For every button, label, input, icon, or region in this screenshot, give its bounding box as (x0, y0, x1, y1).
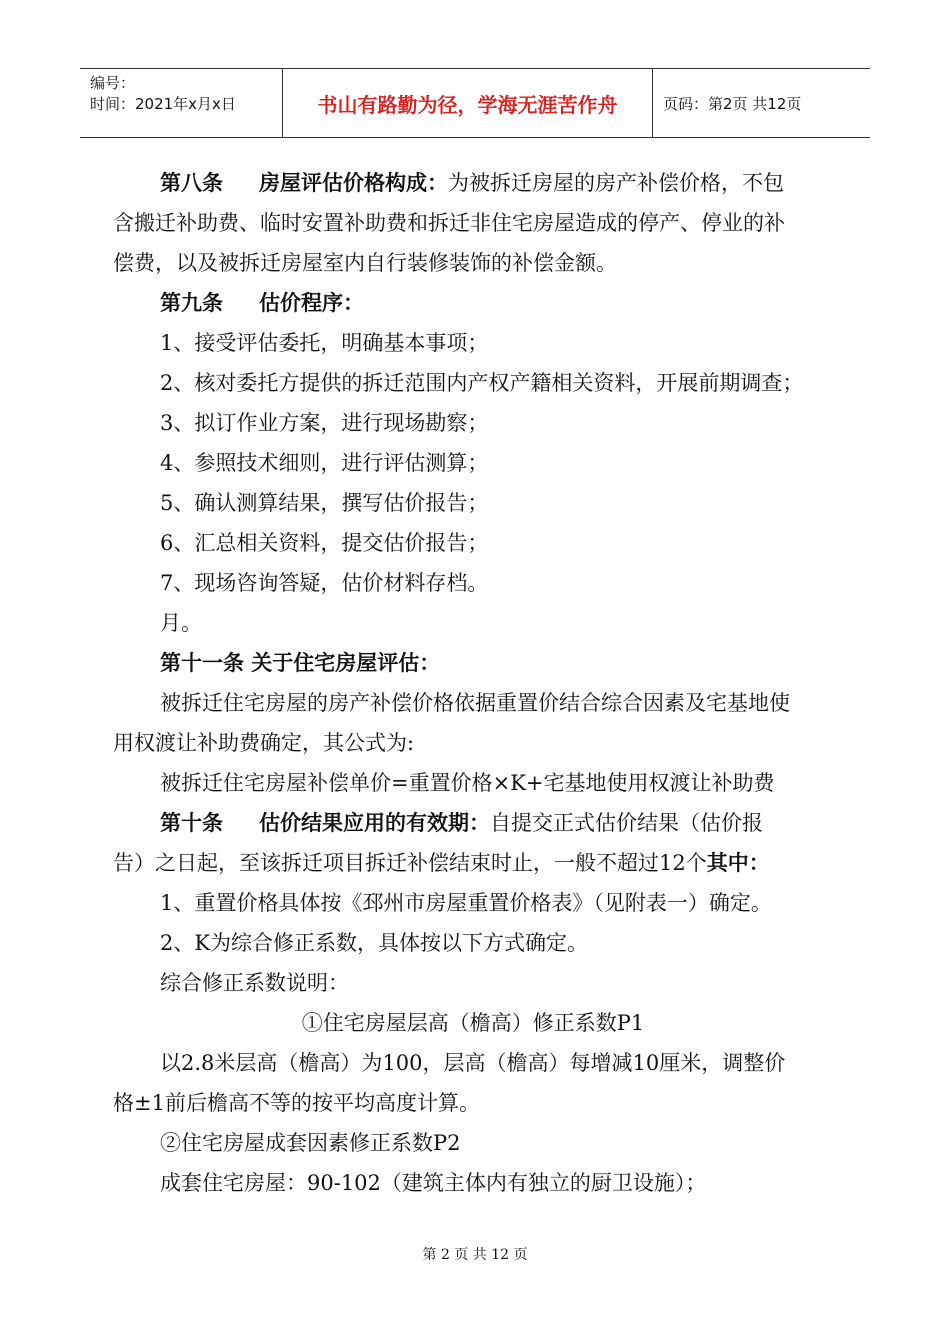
step-item: 6、汇总相关资料，提交估价报告； (160, 531, 489, 555)
step-item: 4、参照技术细则，进行评估测算； (160, 451, 489, 475)
article10-text2a: 告）之日起，至该拆迁项目拆迁补偿结束时止，一般不超过12个 (113, 851, 707, 875)
article11-formula: 被拆迁住宅房屋补偿单价=重置价格×K+宅基地使用权渡让补助费 (160, 771, 775, 795)
step-item: 1、接受评估委托，明确基本事项； (160, 331, 489, 355)
step-item: 2、核对委托方提供的拆迁范围内产权产籍相关资料，开展前期调查； (160, 371, 804, 395)
article10-line2 (113, 843, 833, 883)
article10-text1: 自提交正式估价结果（估价报 (490, 811, 763, 835)
article8-line2: 含搬迁补助费、临时安置补助费和拆迁非住宅房屋造成的停产、停业的补 (113, 211, 785, 235)
article8-line1 (113, 163, 833, 203)
p1-text2: 格±1前后檐高不等的按平均高度计算。 (113, 1091, 480, 1115)
step-item: 7、现场咨询答疑，估价材料存档。 (160, 571, 489, 595)
document-body (113, 163, 833, 1203)
p2-title: ②住宅房屋成套因素修正系数P2 (160, 1131, 461, 1155)
number-label: 编号： (90, 74, 136, 92)
article10-heading: 估价结果应用的有效期： (259, 811, 490, 835)
step-item: 3、拟订作业方案，进行现场勘察； (160, 411, 489, 435)
page-footer: 第 2 页 共 12 页 (422, 1247, 528, 1263)
article11-heading: 第十一条 关于住宅房屋评估： (160, 651, 441, 675)
item2: 2、K为综合修正系数，具体按以下方式确定。 (160, 931, 589, 955)
header-meta (80, 69, 283, 137)
article9-title: 第九条 (160, 291, 223, 315)
item1: 1、重置价格具体按《邳州市房屋重置价格表》（见附表一）确定。 (160, 891, 772, 915)
article11-text1: 被拆迁住宅房屋的房产补偿价格依据重置价结合综合因素及宅基地使 (160, 691, 790, 715)
article10-title: 第十条 (160, 811, 223, 835)
article8-heading: 房屋评估价格构成： (259, 171, 448, 195)
page-header (80, 68, 870, 138)
article11-text2: 用权渡让补助费确定，其公式为: (113, 731, 415, 755)
article10-text2b: 其中： (706, 851, 770, 875)
article9-trailing: 月。 (160, 611, 202, 635)
header-motto: 书山有路勤为径，学海无涯苦作舟 (283, 69, 653, 137)
article8-title: 第八条 (160, 171, 223, 195)
article8-line3: 偿费，以及被拆迁房屋室内自行装修装饰的补偿金额。 (113, 251, 617, 275)
coefficient-note: 综合修正系数说明： (160, 971, 349, 995)
p2-text: 成套住宅房屋：90-102（建筑主体内有独立的厨卫设施）； (160, 1171, 707, 1195)
article9-heading-line (113, 283, 833, 323)
article8-text1: 为被拆迁房屋的房产补偿价格，不包 (448, 171, 784, 195)
step-item: 5、确认测算结果，撰写估价报告； (160, 491, 489, 515)
header-page-label: 页码：第2页 共12页 (663, 94, 802, 113)
p1-title: ①住宅房屋层高（檐高）修正系数P1 (301, 1011, 645, 1035)
article9-heading: 估价程序： (259, 291, 364, 315)
p1-text1: 以2.8米层高（檐高）为100，层高（檐高）每增减10厘米，调整价 (160, 1051, 786, 1075)
article10-line1 (113, 803, 833, 843)
time-label: 时间：2021年x月x日 (90, 95, 236, 113)
